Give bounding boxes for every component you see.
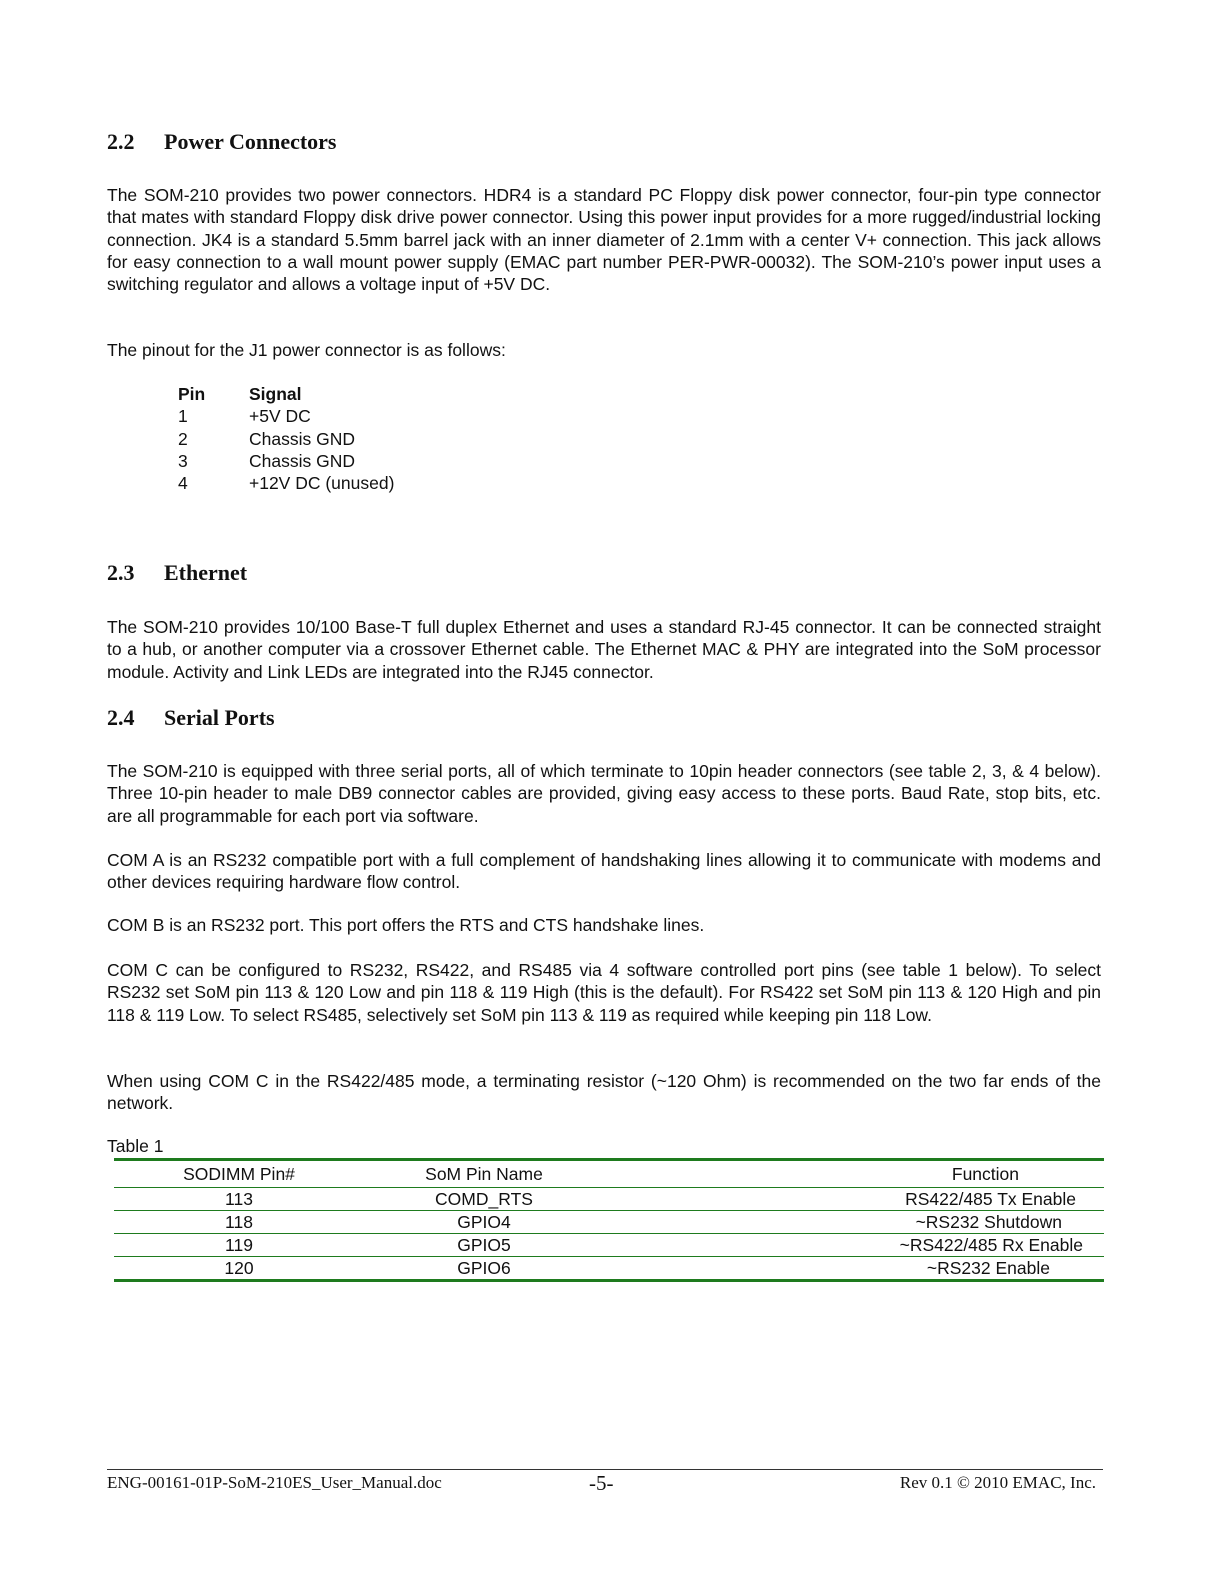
function-cell: ~RS232 Enable bbox=[604, 1257, 1104, 1281]
section-title: Serial Ports bbox=[164, 705, 275, 730]
table-header-row bbox=[114, 1160, 1104, 1188]
function-cell: RS422/485 Tx Enable bbox=[604, 1188, 1104, 1211]
table-row bbox=[178, 428, 394, 450]
sodimm-pin-cell: 113 bbox=[114, 1188, 364, 1211]
footer-revision: Rev 0.1 © 2010 EMAC, Inc. bbox=[899, 1473, 1096, 1492]
section-number: 2.3 bbox=[107, 560, 135, 585]
table-row bbox=[114, 1211, 1104, 1234]
table-header-row bbox=[178, 383, 394, 405]
som-pin-name-cell: COMD_RTS bbox=[364, 1188, 604, 1211]
paragraph-serial-ports: The SOM-210 is equipped with three serial ports, all of which terminate to 10pin header connectors (see table 2, 3, & 4 below). Three 10-pin header to male DB9 connector cables are provided, giving easy access to these ports. Baud Rate, stop bits, etc. are all programmable for each port via software. bbox=[107, 761, 1101, 826]
pin-cell: 3 bbox=[178, 450, 188, 471]
som-pin-name-cell: GPIO6 bbox=[364, 1257, 604, 1281]
table-row bbox=[114, 1234, 1104, 1257]
section-number: 2.4 bbox=[107, 705, 135, 730]
pin-cell: 4 bbox=[178, 473, 188, 494]
sodimm-pin-cell: 118 bbox=[114, 1211, 364, 1234]
paragraph-power-connectors: The SOM-210 provides two power connectors. HDR4 is a standard PC Floppy disk power connector, four-pin type connector that mates with standard Floppy disk drive power connector. Using this power input provides for a more rugged/industrial locking connection. JK4 is a standard 5.5mm barrel jack with an inner diameter of 2.1mm with a center V+ connection. This jack allows for easy connection to a wall mount power supply (EMAC part number PER-PWR-00032). The SOM-210’s power input uses a switching regulator and allows a voltage input of +5V DC. bbox=[107, 185, 1101, 295]
paragraph-com-c: COM C can be configured to RS232, RS422, and RS485 via 4 software controlled port pins (see table 1 below). To select RS232 set SoM pin 113 & 120 Low and pin 118 & 119 High (this is the default). For RS422 set SoM pin 113 & 120 High and pin 118 & 119 Low. To select RS485, selectively set SoM pin 113 & 119 as required while keeping pin 118 Low. bbox=[107, 960, 1101, 1025]
signal-cell: Chassis GND bbox=[249, 450, 355, 471]
header-signal: Signal bbox=[249, 384, 302, 404]
footer-page-number: -5- bbox=[589, 1471, 614, 1495]
table-caption: Table 1 bbox=[107, 1136, 164, 1156]
table-row bbox=[178, 450, 394, 472]
paragraph-rs422-termination: When using COM C in the RS422/485 mode, a terminating resistor (~120 Ohm) is recommended on the two far ends of the network. bbox=[107, 1071, 1101, 1114]
paragraph-ethernet: The SOM-210 provides 10/100 Base-T full duplex Ethernet and uses a standard RJ-45 connector. It can be connected straight to a hub, or another computer via a crossover Ethernet cable. The Ethernet MAC & PHY are integrated into the SoM processor module. Activity and Link LEDs are integrated into the RJ45 connector. bbox=[107, 617, 1101, 682]
function-cell: ~RS422/485 Rx Enable bbox=[604, 1234, 1104, 1257]
sodimm-pin-cell: 120 bbox=[114, 1257, 364, 1281]
signal-cell: Chassis GND bbox=[249, 428, 355, 449]
pin-cell: 1 bbox=[178, 406, 188, 427]
function-cell: ~RS232 Shutdown bbox=[604, 1211, 1104, 1234]
table-row bbox=[178, 472, 394, 494]
som-pin-name-cell: GPIO5 bbox=[364, 1234, 604, 1257]
footer-filename: ENG-00161-01P-SoM-210ES_User_Manual.doc bbox=[107, 1473, 442, 1492]
paragraph-com-b: COM B is an RS232 port. This port offers the RTS and CTS handshake lines. bbox=[107, 915, 705, 935]
header-function: Function bbox=[604, 1160, 1104, 1188]
section-title: Power Connectors bbox=[164, 129, 337, 154]
power-pinout-table bbox=[178, 383, 394, 494]
pin-cell: 2 bbox=[178, 428, 188, 449]
paragraph-com-a: COM A is an RS232 compatible port with a full complement of handshaking lines allowing it to communicate with modems and other devices requiring hardware flow control. bbox=[107, 850, 1101, 893]
paragraph-pinout-intro: The pinout for the J1 power connector is as follows: bbox=[107, 340, 506, 360]
section-heading-power-connectors bbox=[107, 129, 337, 155]
section-heading-serial-ports bbox=[107, 705, 275, 731]
section-title: Ethernet bbox=[164, 560, 248, 585]
section-number: 2.2 bbox=[107, 129, 135, 154]
signal-cell: +12V DC (unused) bbox=[249, 473, 395, 494]
footer-rule bbox=[107, 1469, 1103, 1470]
signal-cell: +5V DC bbox=[249, 406, 311, 427]
header-sodimm-pin: SODIMM Pin# bbox=[114, 1160, 364, 1188]
com-c-config-table bbox=[114, 1158, 1104, 1282]
header-pin: Pin bbox=[178, 384, 206, 404]
table-row bbox=[114, 1188, 1104, 1211]
sodimm-pin-cell: 119 bbox=[114, 1234, 364, 1257]
table-row bbox=[114, 1257, 1104, 1281]
section-heading-ethernet bbox=[107, 560, 247, 586]
header-som-pin-name: SoM Pin Name bbox=[364, 1160, 604, 1188]
table-row bbox=[178, 405, 394, 427]
som-pin-name-cell: GPIO4 bbox=[364, 1211, 604, 1234]
